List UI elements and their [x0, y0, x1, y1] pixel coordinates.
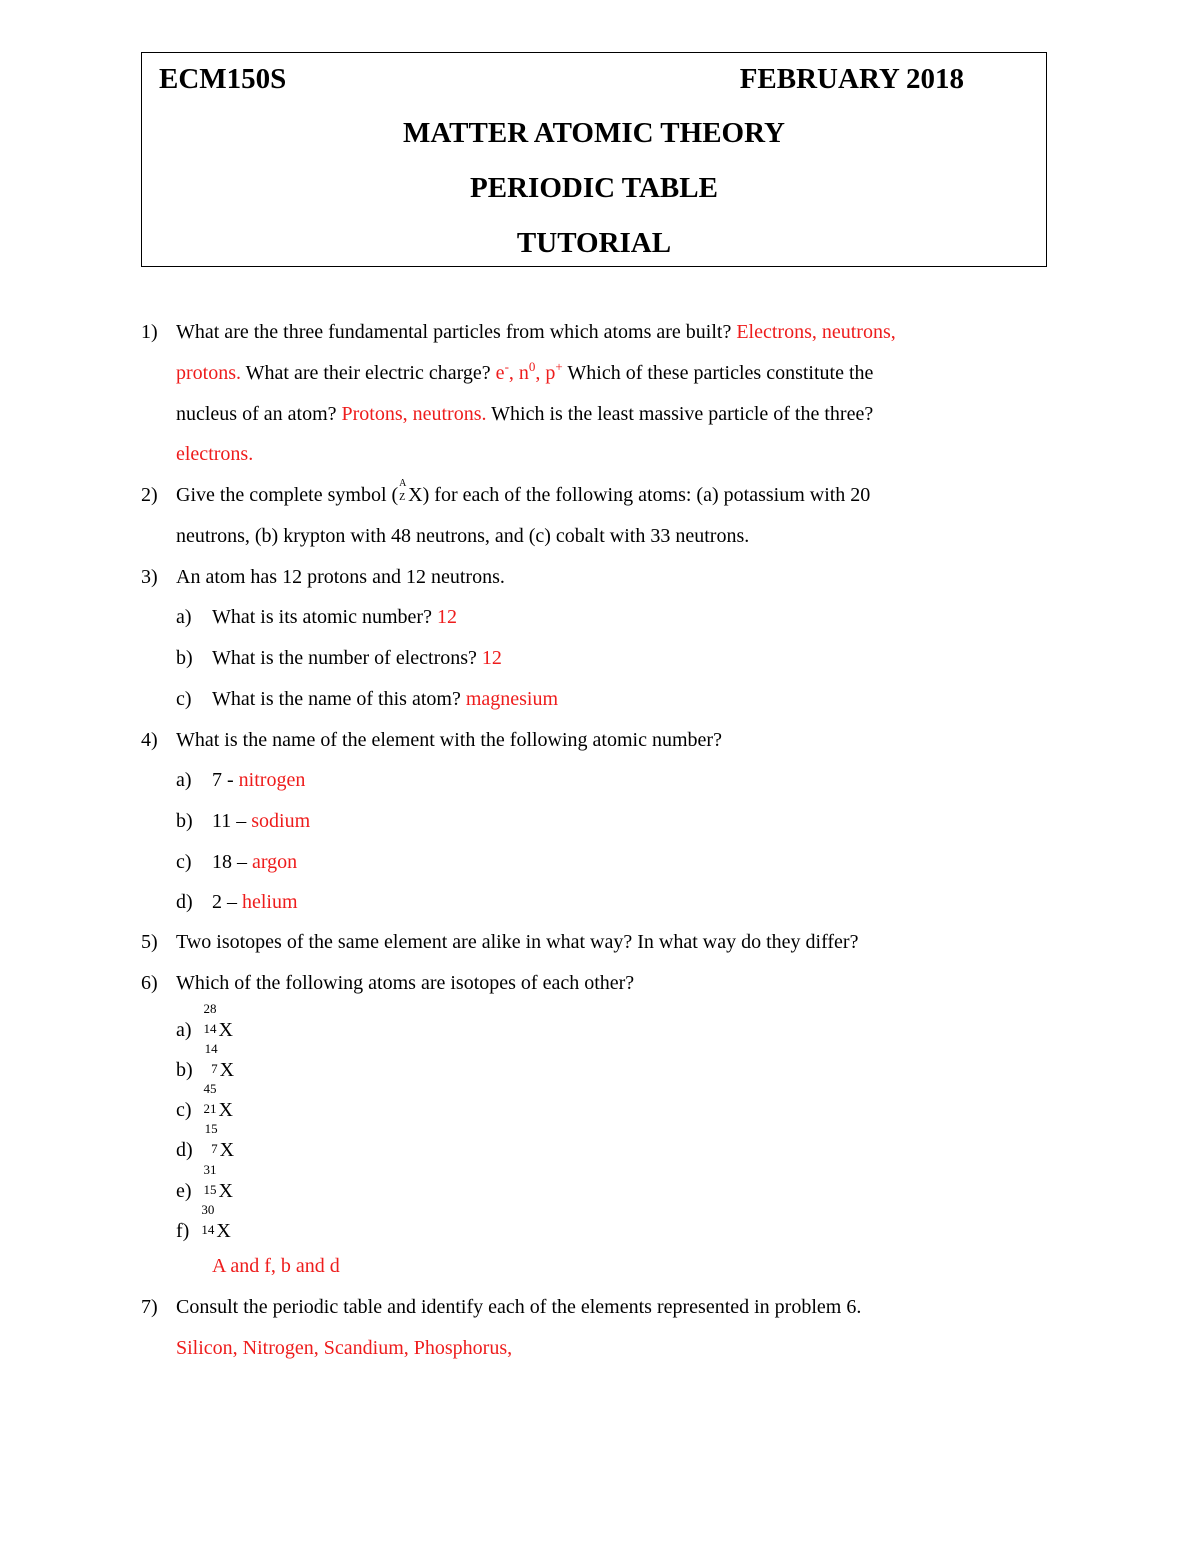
- isotope-notation: [198, 1121, 220, 1160]
- q4-item-text: 2 –: [212, 891, 237, 913]
- q3-item-answer: 12: [481, 647, 502, 669]
- electron-charge: -: [504, 359, 509, 374]
- q7-text: Consult the periodic table and identify each of the elements represented in problem 6.: [176, 1296, 862, 1318]
- q3-item-label: a): [176, 606, 192, 628]
- mass-number: 14: [204, 1041, 218, 1056]
- q6-item-label: f): [176, 1220, 190, 1242]
- q3-item-b-content: [212, 646, 502, 670]
- q1-text-1: What are the three fundamental particles from which atoms are built?: [176, 321, 732, 343]
- element-symbol: X: [218, 1019, 233, 1041]
- title-line-3: TUTORIAL: [516, 227, 672, 259]
- q1-text-3: Which of these particles constitute the: [567, 362, 874, 384]
- q1-text-5: Which is the least massive particle of the three?: [491, 403, 874, 425]
- az-notation: [398, 478, 408, 503]
- atomic-number: 7: [211, 1061, 218, 1076]
- q3-item-b: [176, 646, 193, 670]
- proton-symbol: , p: [535, 362, 556, 384]
- q1-answer-3: Protons, neutrons.: [341, 403, 487, 425]
- q4-item-answer: nitrogen: [238, 769, 306, 791]
- q6-item-label: e): [176, 1180, 192, 1202]
- q4-item-b: [212, 809, 310, 833]
- atomic-number: 14: [203, 1021, 217, 1036]
- q1-text-4: nucleus of an atom?: [176, 403, 337, 425]
- q4-text: What is the name of the element with the following atomic number?: [176, 729, 722, 751]
- q3-item-a: [176, 605, 192, 629]
- q3-number: 3): [141, 566, 158, 588]
- q5-number: 5): [141, 931, 158, 953]
- q1-line-2: [176, 361, 873, 387]
- mass-number: 31: [203, 1162, 217, 1177]
- q1-line-1: [176, 320, 896, 344]
- q6-item-label: b): [176, 1059, 193, 1081]
- q2-number: 2): [141, 484, 158, 506]
- q1-line-3: [176, 402, 873, 426]
- q1-answer-4: electrons.: [176, 443, 254, 465]
- isotope-notation: [197, 1001, 219, 1040]
- q7-answer: Silicon, Nitrogen, Scandium, Phosphorus,: [176, 1337, 513, 1359]
- mass-number: 28: [203, 1001, 217, 1016]
- q2-text-1b: ) for each of the following atoms: (a) potassium with 20: [422, 484, 871, 506]
- q4-item-a: [212, 768, 305, 792]
- neutron-symbol: , n: [508, 362, 529, 384]
- q1-text-2: What are their electric charge?: [245, 362, 491, 384]
- q1-answer-1b: protons.: [176, 362, 241, 384]
- element-symbol: X: [216, 1220, 231, 1242]
- mass-number: 45: [203, 1081, 217, 1096]
- q6-answer: A and f, b and d: [212, 1255, 340, 1277]
- isotope-notation: [197, 1162, 219, 1201]
- q2-line-2: neutrons, (b) krypton with 48 neutrons, and (c) cobalt with 33 neutrons.: [176, 525, 750, 547]
- atomic-number: 14: [201, 1222, 215, 1237]
- neutron-charge: 0: [528, 359, 536, 374]
- element-symbol: X: [408, 484, 423, 506]
- q3-text: An atom has 12 protons and 12 neutrons.: [176, 566, 505, 588]
- q6-item-e: [176, 1162, 233, 1203]
- q2-line-1: [176, 478, 871, 507]
- element-symbol: X: [218, 1180, 233, 1202]
- q5-text: Two isotopes of the same element are alike in what way? In what way do they differ?: [176, 931, 859, 953]
- q4-item-text: 18 –: [212, 851, 247, 873]
- q4-item-text: 11 –: [212, 810, 247, 832]
- q4-number: 4): [141, 729, 158, 751]
- course-code: ECM150S: [159, 63, 287, 95]
- q3-item-label: b): [176, 647, 193, 669]
- q1-number: 1): [141, 321, 158, 343]
- q6-item-a: [176, 1001, 233, 1042]
- atomic-number-symbol: Z: [399, 492, 406, 503]
- q4-item-d-label: d): [176, 891, 193, 913]
- atomic-number: 21: [203, 1101, 217, 1116]
- q1-line-4: [176, 442, 253, 466]
- isotope-notation: [198, 1041, 220, 1080]
- q3-item-c: [176, 687, 192, 711]
- q4-item-answer: sodium: [251, 810, 311, 832]
- element-symbol: X: [219, 1139, 235, 1161]
- q3-item-answer: 12: [436, 606, 457, 628]
- title-line-1: MATTER ATOMIC THEORY: [403, 117, 785, 149]
- q3-item-text: What is the name of this atom?: [212, 688, 461, 710]
- q1-answer-1: Electrons, neutrons,: [736, 321, 896, 343]
- exam-date: FEBRUARY 2018: [739, 63, 964, 95]
- q3-item-answer: magnesium: [465, 688, 559, 710]
- q3-item-label: c): [176, 688, 192, 710]
- q3-item-c-content: [212, 687, 558, 711]
- q6-number: 6): [141, 972, 158, 994]
- q6-item-b: [176, 1041, 235, 1082]
- q7-number: 7): [141, 1296, 158, 1318]
- q6-text: Which of the following atoms are isotopes of each other?: [176, 972, 635, 994]
- q6-item-label: c): [176, 1099, 192, 1121]
- q3-item-text: What is its atomic number?: [212, 606, 432, 628]
- q6-item-label: d): [176, 1139, 193, 1161]
- q4-item-a-label: a): [176, 769, 192, 791]
- title-line-2: PERIODIC TABLE: [470, 172, 718, 204]
- q4-item-answer: helium: [242, 891, 298, 913]
- q4-item-c: [212, 850, 297, 874]
- q6-item-d: [176, 1121, 235, 1162]
- q3-item-text: What is the number of electrons?: [212, 647, 477, 669]
- mass-number: 30: [201, 1202, 215, 1217]
- element-symbol: X: [219, 1059, 235, 1081]
- electron-symbol: e: [495, 362, 505, 384]
- isotope-notation: [194, 1202, 216, 1241]
- element-symbol: X: [218, 1099, 233, 1121]
- q4-item-b-label: b): [176, 810, 193, 832]
- atomic-number: 15: [203, 1182, 217, 1197]
- q1-answer-2: [495, 359, 563, 384]
- q6-item-label: a): [176, 1019, 192, 1041]
- q4-item-d: [212, 890, 298, 914]
- q6-item-f: [176, 1202, 231, 1243]
- q4-item-text: 7 -: [212, 769, 234, 791]
- mass-number: 15: [204, 1121, 218, 1136]
- q4-item-c-label: c): [176, 851, 192, 873]
- q4-item-answer: argon: [252, 851, 298, 873]
- atomic-number: 7: [211, 1141, 218, 1156]
- proton-charge: +: [555, 359, 563, 374]
- mass-number-symbol: A: [399, 478, 407, 489]
- q3-item-a-content: [212, 605, 457, 629]
- q2-text-1a: Give the complete symbol (: [176, 484, 399, 506]
- isotope-notation: [197, 1081, 219, 1120]
- header-box: [141, 52, 1047, 267]
- q6-item-c: [176, 1081, 233, 1122]
